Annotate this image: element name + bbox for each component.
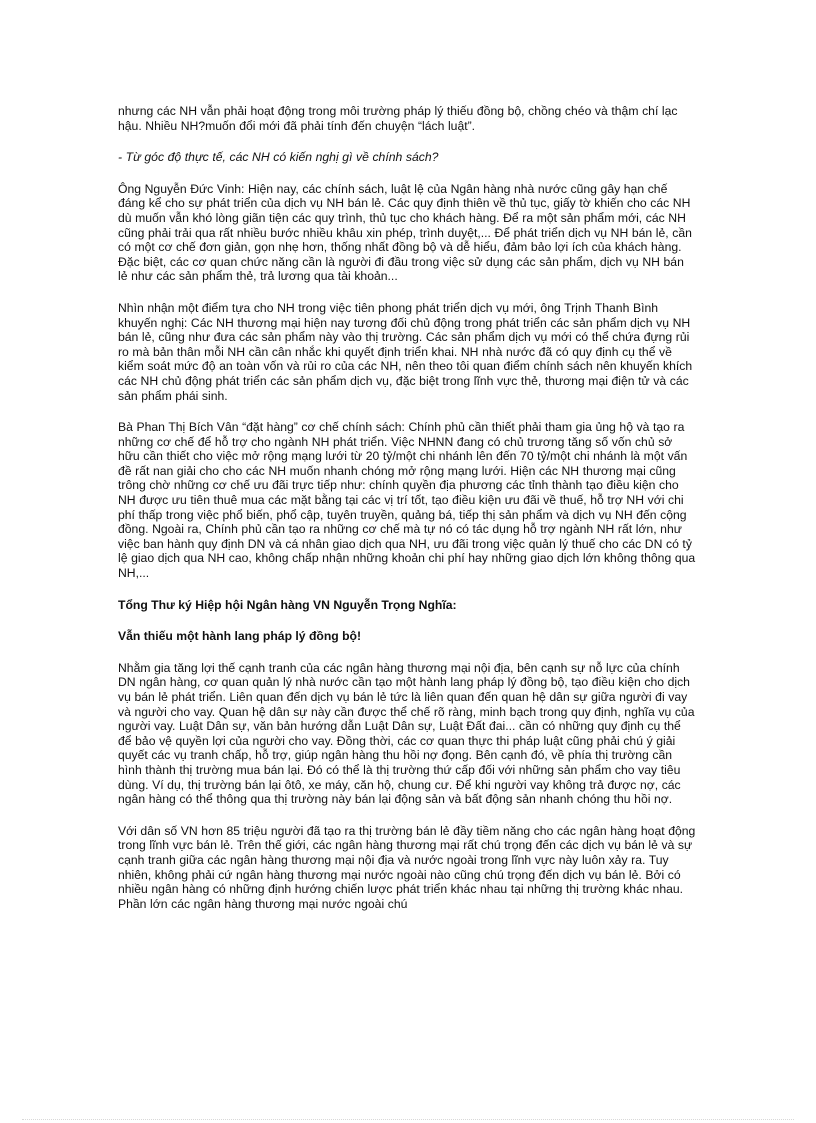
paragraph-phan-thi-bich-van: Bà Phan Thị Bích Vân “đặt hàng” cơ chế chính sách: Chính phủ cần thiết phải tham gia ủng hộ và tạo ra những cơ chế để hỗ trợ cho ngành NH phát triển. Việc NHNN đang có chủ trương tăng số vốn chủ sở hữu cần thiết cho việc mở rộng mạng lưới từ 20 tỷ/một chi nhánh lên đến 70 tỷ/một chi nhánh là một vấn đề rất nan giải cho cho các NH muốn nhanh chóng mở rộng mạng lưới. Hiện các NH thương mại cũng trông chờ những cơ chế ưu đãi trực tiếp như: chính quyền địa phương các tỉnh thành tạo điều kiện cho NH được ưu tiên thuê mua các mặt bằng tại các vị trí tốt, tạo điều kiện ưu đãi về thuế, hỗ trợ NH với chi phí thấp trong việc phổ biến, phổ cập, tuyên truyền, quảng bá, tiếp thị sản phẩm và dịch vụ NH đến cộng đồng. Ngoài ra, Chính phủ cần tạo ra những cơ chế mà tự nó có tác dụng hỗ trợ ngành NH rất lớn, như việc ban hành quy định DN và cá nhân giao dịch qua NH, ưu đãi trong việc quản lý thuế cho các DN có tỷ lệ giao dịch qua NH cao, không chấp nhận những khoản chi phí hay những giao dịch lớn không thông qua NH,... [118, 420, 696, 581]
paragraph-legal-framework: Nhằm gia tăng lợi thế cạnh tranh của các ngân hàng thương mại nội địa, bên cạnh sự nỗ lực của chính DN ngân hàng, cơ quan quản lý nhà nước cần tạo một hành lang pháp lý đồng bộ, tạo điều kiện cho dịch vụ bán lẻ phát triển. Liên quan đến dịch vụ bán lẻ tức là liên quan đến quan hệ dân sự giữa người đi vay và người cho vay. Quan hệ dân sự này cần được thể chế rõ ràng, minh bạch trong quy định, nghĩa vụ của người vay. Luật Dân sự, văn bản hướng dẫn Luật Dân sự, Luật Đất đai... cần có những quy định cụ thể để bảo vệ quyền lợi của người cho vay. Đồng thời, các cơ quan thực thi pháp luật cũng phải chú ý giải quyết các vụ tranh chấp, hỗ trợ, giúp ngân hàng thu hồi nợ đọng. Bên cạnh đó, về phía thị trường cần hình thành thị trường mua bán lại. Đó có thể là thị trường thứ cấp đối với những sản phẩm cho vay tiêu dùng. Ví dụ, thị trường bán lại ôtô, xe máy, căn hộ, chung cư. Để khi người vay không trả được nợ, các ngân hàng có thể thông qua thị trường này bán lại động sản và bất động sản nhanh chóng thu hồi nợ. [118, 660, 695, 807]
section-speaker-heading: Tổng Thư ký Hiệp hội Ngân hàng VN Nguyễn Trọng Nghĩa: [118, 597, 457, 612]
page-bottom-divider [22, 1119, 794, 1120]
interview-question: - Từ góc độ thực tế, các NH có kiến nghị gì về chính sách? [118, 150, 439, 165]
section-title-heading: Vẫn thiếu một hành lang pháp lý đồng bộ! [118, 629, 362, 644]
document-page [118, 104, 696, 928]
paragraph-trinh-thanh-binh: Nhìn nhận một điểm tựa cho NH trong việc tiên phong phát triển dịch vụ mới, ông Trịnh Thanh Bình khuyến nghị: Các NH thương mại hiện nay tương đối chủ động trong phát triển các sản phẩm dịch vụ NH bán lẻ, cũng như đưa các sản phẩm này vào thị trường. Các sản phẩm dịch vụ mới có thể chứa đựng rủi ro mà bản thân mỗi NH cần cân nhắc khi quyết định triển khai. NH nhà nước đã có quy định cụ thể về kiểm soát mức độ an toàn vốn và rủi ro của các NH, nên theo tôi quan điểm chính sách nên khuyến khích các NH chủ động phát triển các sản phẩm dịch vụ, đặc biệt trong lĩnh vực thẻ, thương mại điện tử và các sản phẩm phái sinh. [118, 300, 693, 403]
paragraph-retail-market: Với dân số VN hơn 85 triệu người đã tạo ra thị trường bán lẻ đầy tiềm năng cho các ngân hàng hoạt động trong lĩnh vực bán lẻ. Trên thế giới, các ngân hàng thương mại rất chú trọng đến các dịch vụ bán lẻ và sự cạnh tranh giữa các ngân hàng thương mại nội địa và nước ngoài trong lĩnh vực này luôn xảy ra. Tuy nhiên, không phải cứ ngân hàng thương mại nước ngoài nào cũng chú trọng đến dịch vụ bán lẻ. Bởi có nhiều ngân hàng có những định hướng chiến lược phát triển khác nhau tại những thị trường khác nhau. Phần lớn các ngân hàng thương mại nước ngoài chú [118, 823, 696, 911]
paragraph-intro-continuation: nhưng các NH vẫn phải hoạt động trong môi trường pháp lý thiếu đồng bộ, chồng chéo và thậm chí lạc hậu. Nhiều NH?muốn đổi mới đã phải tính đến chuyện “lách luật”. [118, 104, 678, 133]
paragraph-nguyen-duc-vinh: Ông Nguyễn Đức Vinh: Hiện nay, các chính sách, luật lệ của Ngân hàng nhà nước cũng gây hạn chế đáng kể cho sự phát triển của dịch vụ NH bán lẻ. Các quy định thiên về thủ tục, giấy tờ khiến cho các NH dù muốn vẫn khó lòng giãn tiện các quy trình, thủ tục cho khách hàng. Để ra một sản phẩm mới, các NH cũng phải trải qua rất nhiều bước nhiều khâu xin phép, trình duyệt,... Để phát triển dịch vụ NH bán lẻ, cần có một cơ chế đơn giản, gọn nhẹ hơn, thống nhất đồng bộ và dễ hiểu, đảm bảo lợi ích của khách hàng. Đặc biệt, các cơ quan chức năng cần là người đi đầu trong việc sử dụng các sản phẩm, dịch vụ NH bán lẻ như các sản phẩm thẻ, trả lương qua tài khoản... [118, 181, 692, 284]
